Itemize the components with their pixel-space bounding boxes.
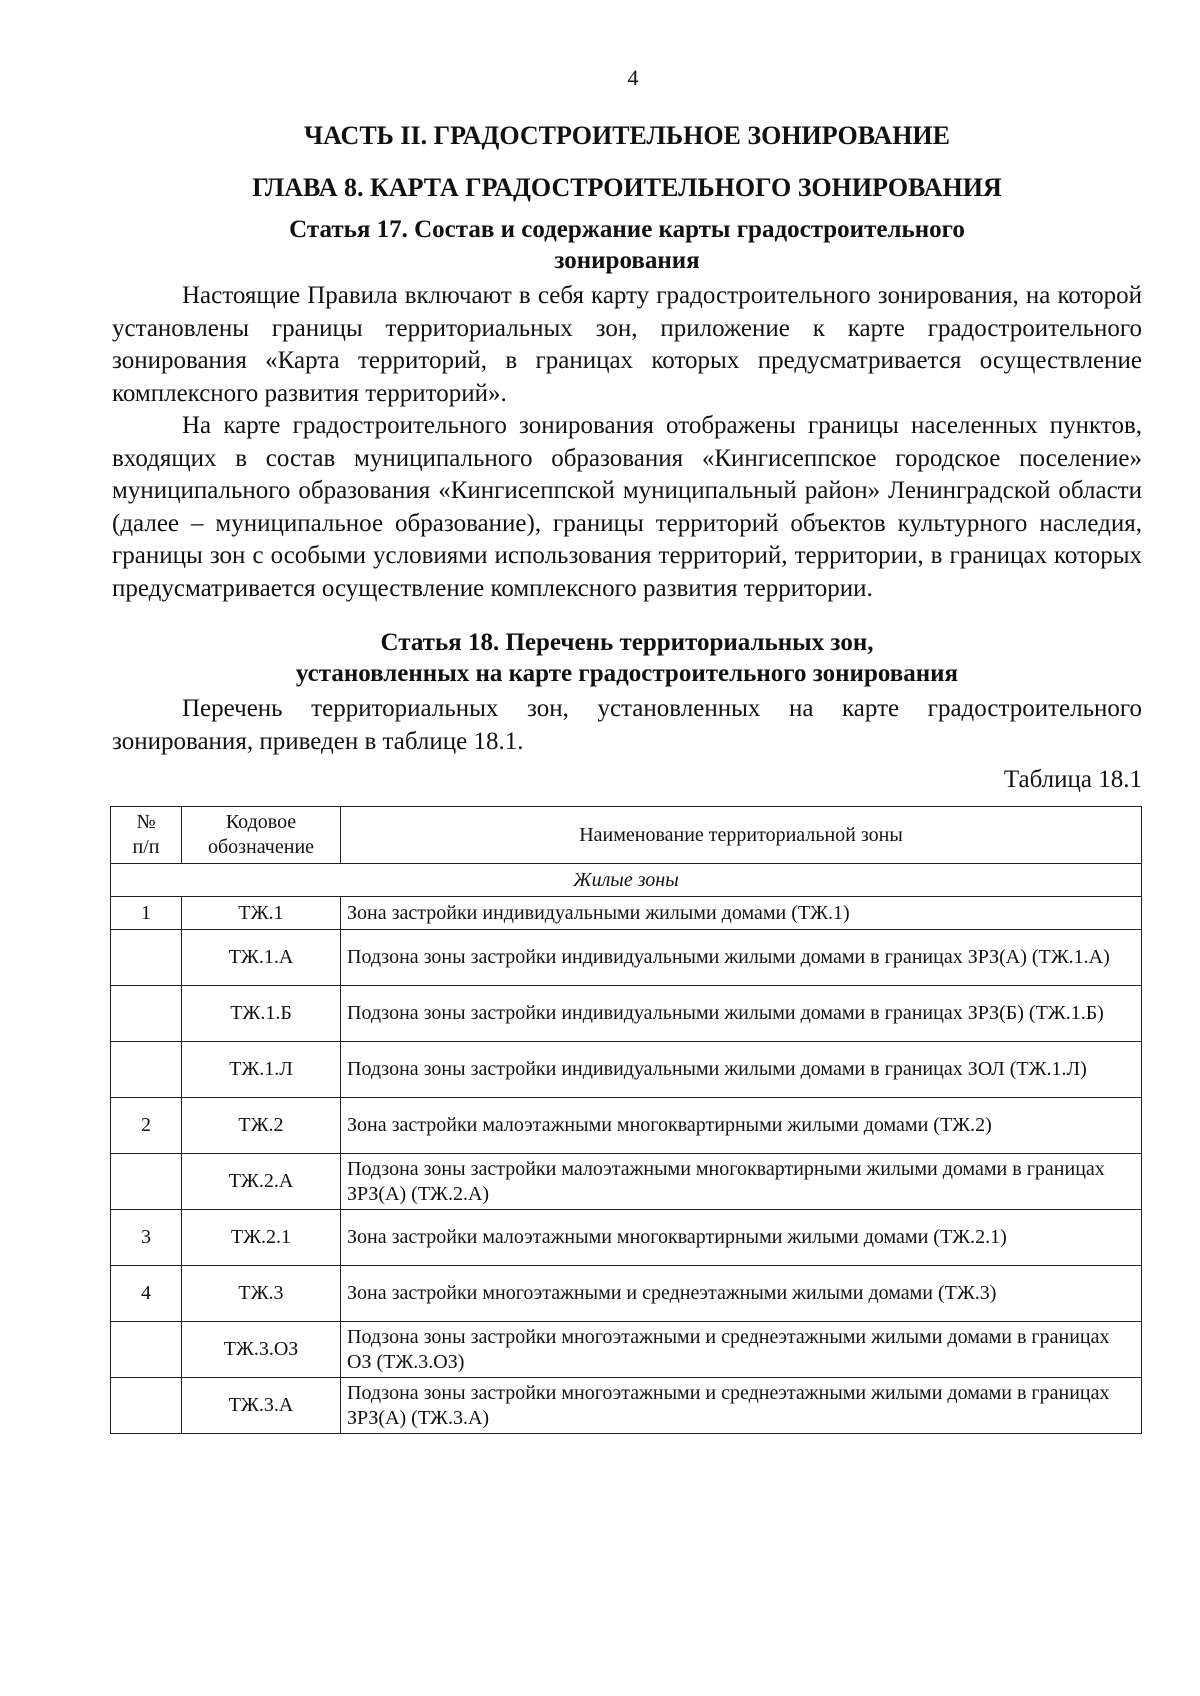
header-code [182,807,341,864]
article-18-title [112,627,1142,689]
row-num [111,1378,182,1434]
table-header-row [111,807,1142,864]
header-num [111,807,182,864]
row-num: 4 [111,1266,182,1322]
header-name: Наименование территориальной зоны [341,807,1142,864]
header-num-line-1: № [136,811,156,833]
header-code-line-1: Кодовое [225,811,297,833]
article-18-title-line-1: Статья 18. Перечень территориальных зон, [380,629,874,656]
table-caption: Таблица 18.1 [1003,766,1142,793]
row-num: 3 [111,1210,182,1266]
table-row [111,1266,1142,1322]
part-title: ЧАСТЬ II. ГРАДОСТРОИТЕЛЬНОЕ ЗОНИРОВАНИЕ [303,121,950,150]
row-code: ТЖ.1 [182,897,341,930]
table-row [111,1042,1142,1098]
table-row [111,897,1142,930]
row-num: 1 [111,897,182,930]
row-num [111,1042,182,1098]
row-num [111,930,182,986]
article-18-title-line-2: установленных на карте градостроительного зонирования [295,660,959,687]
group-row [111,864,1142,897]
row-name: Подзона зоны застройки индивидуальными жилыми домами в границах ЗРЗ(А) (ТЖ.1.А) [341,930,1142,986]
article-17-title [112,214,1142,276]
zones-table [110,806,1142,1434]
row-name: Зона застройки многоэтажными и среднеэтажными жилыми домами (ТЖ.3) [341,1266,1142,1322]
header-num-line-2: п/п [132,836,160,858]
row-name: Зона застройки малоэтажными многоквартирными жилыми домами (ТЖ.2) [341,1098,1142,1154]
row-num: 2 [111,1098,182,1154]
row-code: ТЖ.2.А [182,1154,341,1210]
row-num [111,1322,182,1378]
chapter-title: ГЛАВА 8. КАРТА ГРАДОСТРОИТЕЛЬНОГО ЗОНИРОВАНИЯ [252,173,1002,202]
group-title: Жилые зоны [111,864,1142,897]
row-name: Зона застройки индивидуальными жилыми домами (ТЖ.1) [341,897,1142,930]
row-name: Подзона зоны застройки многоэтажными и среднеэтажными жилыми домами в границах ЗРЗ(А) (ТЖ.3.А) [341,1378,1142,1434]
row-name: Подзона зоны застройки малоэтажными многоквартирными жилыми домами в границах ЗРЗ(А) (ТЖ.2.А) [341,1154,1142,1210]
document-page [112,64,1142,1434]
row-name: Зона застройки малоэтажными многоквартирными жилыми домами (ТЖ.2.1) [341,1210,1142,1266]
row-code: ТЖ.3.А [182,1378,341,1434]
row-num [111,1154,182,1210]
article-17-title-line-1: Статья 17. Состав и содержание карты градостроительного [289,216,965,243]
article-17-paragraph-2: На карте градостроительного зонирования отображены границы населенных пунктов, входящих в состав муниципального образования «Кингисеппское городское поселение» муниципального образования «Кингисеппской муниципальный район» Ленинградской области (далее – муниципальное образование), границы территорий объектов культурного наследия, границы зон с особыми условиями использования территорий, территории, в границах которых предусматривается осуществление комплексного развития территории. [112,412,1142,602]
article-17-paragraph-1: Настоящие Правила включают в себя карту градостроительного зонирования, на которой установлены границы территориальных зон, приложение к карте градостроительного зонирования «Карта территорий, в границах которых предусматривается осуществление комплексного развития территорий». [112,282,1142,407]
table-row [111,1322,1142,1378]
row-code: ТЖ.1.А [182,930,341,986]
row-code: ТЖ.1.Л [182,1042,341,1098]
table-row [111,1098,1142,1154]
article-17-title-line-2: зонирования [554,247,700,274]
table-row [111,930,1142,986]
row-code: ТЖ.3 [182,1266,341,1322]
row-code: ТЖ.1.Б [182,986,341,1042]
table-row [111,986,1142,1042]
row-name: Подзона зоны застройки многоэтажными и среднеэтажными жилыми домами в границах ОЗ (ТЖ.3.ОЗ) [341,1322,1142,1378]
row-code: ТЖ.2 [182,1098,341,1154]
row-code: ТЖ.2.1 [182,1210,341,1266]
row-name: Подзона зоны застройки индивидуальными жилыми домами в границах ЗОЛ (ТЖ.1.Л) [341,1042,1142,1098]
row-name: Подзона зоны застройки индивидуальными жилыми домами в границах ЗРЗ(Б) (ТЖ.1.Б) [341,986,1142,1042]
table-row [111,1154,1142,1210]
table-row [111,1378,1142,1434]
article-18-paragraph-1: Перечень территориальных зон, установленных на карте градостроительного зонирования, приведен в таблице 18.1. [112,695,1142,755]
row-num [111,986,182,1042]
header-code-line-2: обозначение [207,836,315,858]
page-number: 4 [627,65,639,90]
row-code: ТЖ.3.ОЗ [182,1322,341,1378]
table-row [111,1210,1142,1266]
